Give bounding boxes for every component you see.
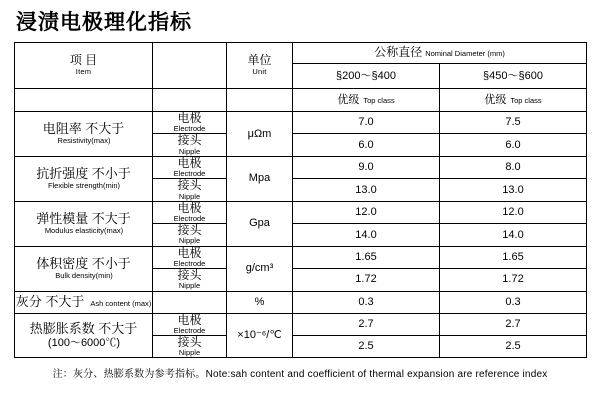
row-unit-ash-content: %: [227, 291, 293, 313]
part-label-en: Electrode: [173, 213, 206, 223]
part-label-cn: 电极: [177, 111, 202, 125]
header-item: [15, 43, 153, 89]
part-label-en: Electrode: [173, 325, 206, 335]
row-item-en: Resistivity(max): [57, 136, 111, 146]
cell-value: 7.5: [440, 112, 587, 134]
cell-value: 2.5: [440, 335, 587, 357]
part-label-cn: 接头: [177, 133, 202, 148]
header-unit-cn: 单位: [247, 53, 272, 68]
part-label-en: Nipple: [178, 146, 201, 156]
row-part-electrode: [153, 156, 227, 178]
header-nominal-en: Nominal Diameter (mm): [425, 49, 505, 59]
table-row: [15, 201, 587, 223]
table-row: [15, 313, 587, 335]
row-item-cn: 弹性模量 不大于: [36, 210, 131, 226]
header-part-spacer: [153, 43, 227, 89]
part-label-en: Nipple: [178, 281, 201, 291]
header-diameter-2: §450～§600: [440, 64, 587, 89]
cell-value: 12.0: [293, 201, 440, 223]
row-item-thermal-expansion: [15, 313, 153, 358]
cell-value: 1.72: [293, 269, 440, 291]
cell-value: 12.0: [440, 201, 587, 223]
cell-value: 6.0: [293, 134, 440, 156]
row-item-flexible-strength: [15, 156, 153, 201]
header-unit-en: Unit: [252, 67, 267, 77]
header-diameter-1: §200～§400: [293, 64, 440, 89]
header-unit-blank: [227, 89, 293, 112]
cell-value: 13.0: [293, 179, 440, 201]
part-label-cn: 电极: [177, 200, 202, 215]
row-part-electrode: [153, 246, 227, 268]
part-label-cn: 电极: [177, 155, 202, 170]
row-part-electrode: [153, 112, 227, 134]
row-item-en: Bulk density(min): [55, 270, 113, 280]
row-item-cn: 电阻率 不大于: [42, 121, 125, 137]
header-grade-2: [440, 89, 587, 112]
row-part-nipple: [153, 224, 227, 246]
part-label-en: Nipple: [178, 236, 201, 246]
row-part-electrode: [153, 201, 227, 223]
table-header-row-1: [15, 43, 587, 64]
row-item-bulk-density: [15, 246, 153, 291]
table-row: [15, 246, 587, 268]
cell-value: 0.3: [293, 291, 440, 313]
row-item-cn: 灰分 不大于: [15, 293, 85, 309]
cell-value: 0.3: [440, 291, 587, 313]
part-label-cn: 接头: [177, 223, 202, 238]
cell-value: 2.7: [440, 313, 587, 335]
row-item-modulus-elasticity: [15, 201, 153, 246]
cell-value: 1.72: [440, 269, 587, 291]
part-label-en: Electrode: [173, 124, 206, 134]
header-item-en: Item: [75, 67, 92, 77]
cell-value: 14.0: [440, 224, 587, 246]
row-unit-flexible-strength: Mpa: [227, 156, 293, 201]
part-label-en: Nipple: [178, 348, 201, 358]
header-nominal-diameter: [293, 43, 587, 64]
header-part-blank: [153, 89, 227, 112]
part-label-cn: 电极: [177, 245, 202, 260]
page-title: 浸渍电极理化指标: [16, 11, 192, 34]
row-item-resistivity: [15, 112, 153, 157]
cell-value: 7.0: [293, 112, 440, 134]
table-row: [15, 112, 587, 134]
header-grade-1: [293, 89, 440, 112]
cell-value: 6.0: [440, 134, 587, 156]
row-item-en: Modulus elasticity(max): [44, 225, 124, 235]
row-item-cn: 抗折强度 不小于: [36, 166, 131, 182]
cell-value: 14.0: [293, 224, 440, 246]
header-nominal-cn: 公称直径: [374, 45, 423, 60]
row-item-cn: 体积密度 不小于: [36, 255, 131, 271]
row-item-ash-content: [15, 291, 153, 313]
table-note: 注：灰分、热膨系数为参考指标。Note:sah content and coefficient of thermal expansion are reference index: [52, 369, 548, 381]
row-part-nipple: [153, 134, 227, 156]
cell-value: 2.5: [293, 335, 440, 357]
cell-value: 13.0: [440, 179, 587, 201]
row-part-nipple: [153, 269, 227, 291]
cell-value: 2.7: [293, 313, 440, 335]
table-row: [15, 156, 587, 178]
cell-value: 1.65: [293, 246, 440, 268]
row-part-empty: [153, 291, 227, 313]
part-label-cn: 接头: [177, 334, 202, 349]
table-header-row-3: [15, 89, 587, 112]
header-grade-2-en: Top class: [510, 95, 542, 105]
header-unit: [227, 43, 293, 89]
row-unit-thermal-expansion: ×10⁻⁶/℃: [227, 313, 293, 358]
part-label-en: Electrode: [173, 169, 206, 179]
spec-table: [14, 42, 587, 358]
header-item-blank: [15, 89, 153, 112]
row-part-nipple: [153, 179, 227, 201]
row-part-nipple: [153, 335, 227, 357]
cell-value: 1.65: [440, 246, 587, 268]
header-grade-1-en: Top class: [363, 95, 395, 105]
part-label-cn: 接头: [177, 178, 202, 193]
row-item-cn: 热膨胀系数 不大于: [29, 320, 138, 336]
part-label-cn: 电极: [177, 312, 202, 327]
header-grade-2-cn: 优级: [484, 93, 507, 106]
row-unit-modulus-elasticity: Gpa: [227, 201, 293, 246]
row-item-cn2: (100～6000℃): [47, 336, 121, 349]
part-label-en: Nipple: [178, 191, 201, 201]
header-grade-1-cn: 优级: [337, 93, 360, 106]
row-unit-bulk-density: g/cm³: [227, 246, 293, 291]
cell-value: 9.0: [293, 156, 440, 178]
header-item-cn: 项 目: [69, 53, 98, 68]
cell-value: 8.0: [440, 156, 587, 178]
row-unit-resistivity: μΩm: [227, 112, 293, 157]
part-label-en: Electrode: [173, 258, 206, 268]
table-row: [15, 291, 587, 313]
part-label-cn: 接头: [177, 268, 202, 283]
row-item-en: Ash content (max): [90, 298, 152, 308]
row-item-en: Flexible strength(min): [47, 180, 121, 190]
row-part-electrode: [153, 313, 227, 335]
